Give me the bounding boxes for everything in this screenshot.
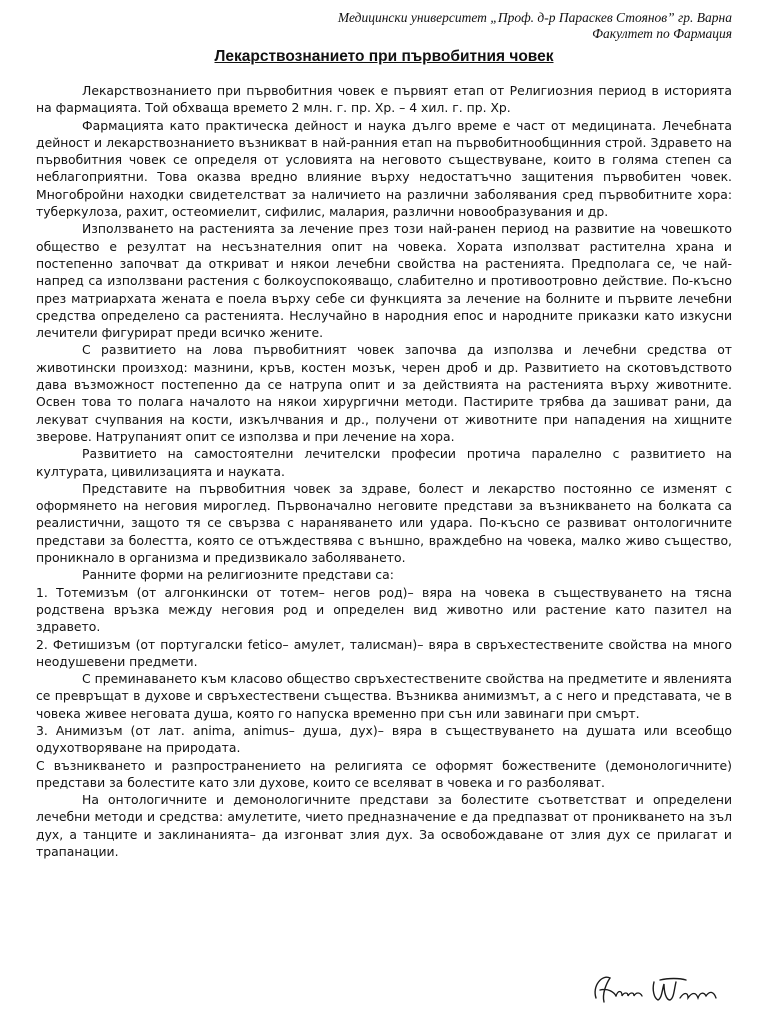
paragraph: На онтологичните и демонологичните представи за болестите съответстват и определени лечебни методи и средства: амулетите, чието предназначение е да предпазват от проникването на зъл дух, а танците и заклинанията– да изгонват злия дух. За освобождаване от злия дух се прилагат и трапанации.	[36, 792, 732, 860]
paragraph: С преминаването към класово общество свръхестествените свойства на предметите и явленията се превръщат в духове и свръхестествени същества. Възниква анимизмът, а с него и представата, че в човека живее неговата душа, която го напуска временно при сън или завинаги при смърт.	[36, 671, 732, 721]
document-page	[36, 10, 732, 860]
list-item: 3. Анимизъм (от лат. anima, animus– душа, дух)– вяра в съществуването на душата или всеобщо одухотворяване на природата.	[36, 722, 732, 756]
university-header: Медицински университет „Проф. д-р Параскев Стоянов” гр. Варна	[337, 10, 732, 25]
paragraph: Развитието на самостоятелни лечителски професии протича паралелно с развитието на културата, цивилизацията и науката.	[36, 446, 732, 479]
paragraph: Фармацията като практическа дейност и наука дълго време е част от медицината. Лечебната дейност и лекарствознанието възникват в най-ранния етап на първобитнообщинния строй. Здравето на първобитния човек се определя от условията на неговото съществуване, които в голяма степен са неблагоприятни. Това оказва вредно влияние върху недостатъчно защитения първобитен човек. Многобройни находки свидетелстват за наличието на различни заболявания сред първобитните хора: туберкулоза, рахит, остеомиелит, сифилис, малария, различни новообразувания и др.	[36, 117, 732, 220]
document-title: Лекарствознанието при първобитния човек	[214, 48, 554, 65]
document-body	[36, 82, 732, 860]
list-item: 1. Тотемизъм (от алгонкински от тотем– негов род)– вяра на човека в съществуването на тясна родствена връзка между неговия род и определен вид животно или растение като пазител на здравето.	[36, 584, 732, 635]
paragraph: Ранните форми на религиозните представи са:	[82, 567, 394, 583]
handwritten-signature	[588, 968, 728, 1012]
faculty-header: Факултет по Фармация	[592, 26, 732, 41]
paragraph: С възникването и разпространението на религията се оформят божествените (демонологичните) представи за болестите като зли духове, които се вселяват в човека и го разболяват.	[36, 757, 732, 790]
list-item: 2. Фетишизъм (от португалски fetico– амулет, талисман)– вяра в свръхестествените свойства на много неодушевени предмети.	[36, 636, 732, 669]
paragraph: Представите на първобитния човек за здраве, болест и лекарство постоянно се изменят с оформянето на неговия мироглед. Първоначално неговите представи за възникването на болката са реалистични, защото тя се свързва с нараняването или удара. По-късно се развиват онтологичните представи за болестта, която се отъждествява с външно, враждебно на човека, малко живо същество, проникнало в организма и предизвикало заболяването.	[36, 480, 732, 566]
paragraph: Лекарствознанието при първобитния човек е първият етап от Религиозния период в историята на фармацията. Той обхваща времето 2 млн. г. пр. Хр. – 4 хил. г. пр. Хр.	[36, 83, 732, 116]
paragraph: Използването на растенията за лечение през този най-ранен период на развитие на човешкото общество е резултат на несъзнателния опит на човека. Хората използват растителна храна и постепенно започват да откриват и някои лечебни свойства на растенията. Предполага се, че най-напред са използвани растения с болкоуспокояващо, слабително и противоотровно действие. По-късно през матриархата жената е поела върху себе си функцията за лечение на болните и първите лечебни средства определено са растенията. Неслучайно в народния епос и народните приказки като изкусни лечители фигурират преди всичко жените.	[36, 221, 732, 341]
paragraph: С развитието на лова първобитният човек започва да използва и лечебни средства от животински произход: мазнини, кръв, костен мозък, черен дроб и др. Развитието на скотовъдството дава възможност постепенно да се натрупа опит и за действията на растенията върху животните. Освен това то полага началото на някои хирургични методи. Пастирите трябва да зашиват рани, да лекуват счупвания на кости, изкълчвания и др., получени от животните при нападения на хищните зверове. Натрупаният опит се използва и при лечение на хора.	[36, 342, 732, 444]
